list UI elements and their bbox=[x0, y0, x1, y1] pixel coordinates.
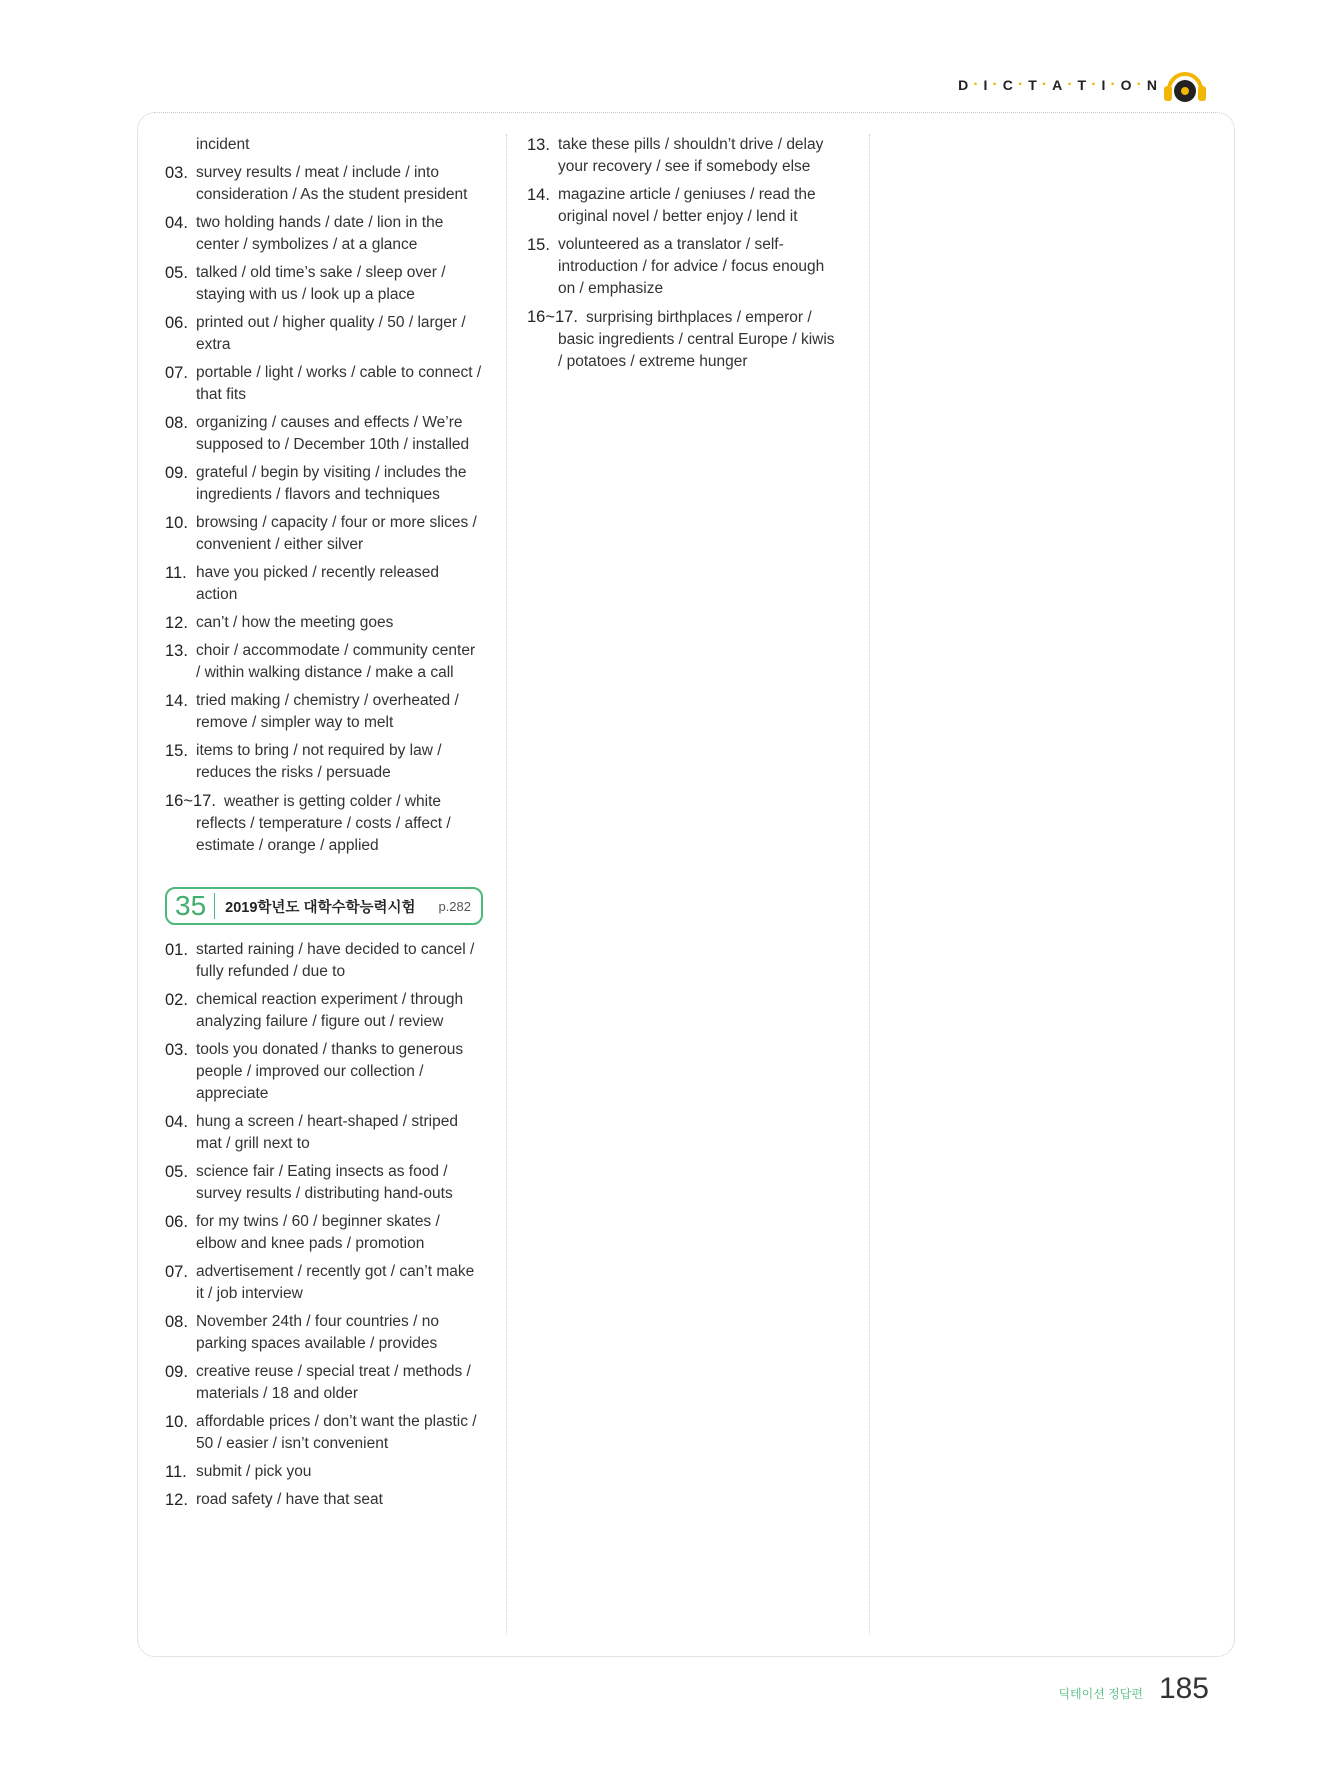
item-text: tried making / chemistry / overheated / remove / simpler way to melt bbox=[196, 692, 459, 731]
title-letter: D bbox=[958, 77, 969, 93]
answer-item bbox=[165, 690, 483, 734]
item-text: have you picked / recently released action bbox=[196, 564, 439, 603]
answer-item bbox=[165, 262, 483, 306]
answer-item bbox=[165, 562, 483, 606]
answer-item bbox=[165, 790, 483, 857]
item-number: 02. bbox=[165, 991, 188, 1009]
item-number: 05. bbox=[165, 264, 188, 282]
answer-item bbox=[165, 1111, 483, 1155]
answer-item bbox=[165, 1039, 483, 1105]
item-text: printed out / higher quality / 50 / larger / extra bbox=[196, 314, 466, 353]
column-divider bbox=[869, 134, 870, 1634]
title-letter: C bbox=[1002, 77, 1013, 93]
section-number: 35 bbox=[175, 893, 215, 919]
item-text: chemical reaction experiment / through analyzing failure / figure out / review bbox=[196, 991, 464, 1030]
answer-item bbox=[165, 1261, 483, 1305]
item-text: tools you donated / thanks to generous people / improved our collection / appreciate bbox=[196, 1041, 464, 1102]
item-text: incident bbox=[196, 136, 250, 153]
answer-item bbox=[165, 612, 483, 634]
section-page-ref: p.282 bbox=[438, 898, 471, 914]
item-text: two holding hands / date / lion in the center / symbolizes / at a glance bbox=[196, 214, 444, 253]
answer-item bbox=[527, 134, 843, 178]
answer-item bbox=[165, 312, 483, 356]
item-number: 15. bbox=[527, 236, 550, 254]
item-text: items to bring / not required by law / reduces the risks / persuade bbox=[196, 742, 442, 781]
item-text: advertisement / recently got / can’t make it / job interview bbox=[196, 1263, 475, 1302]
item-text: grateful / begin by visiting / includes the ingredients / flavors and techniques bbox=[196, 464, 467, 503]
item-text: for my twins / 60 / beginner skates / elbow and knee pads / promotion bbox=[196, 1213, 440, 1252]
item-number: 06. bbox=[165, 314, 188, 332]
title-letter: A bbox=[1052, 77, 1063, 93]
item-number: 12. bbox=[165, 614, 188, 632]
item-number: 08. bbox=[165, 414, 188, 432]
answer-item bbox=[165, 1411, 483, 1455]
item-number: 13. bbox=[527, 136, 550, 154]
answer-item bbox=[165, 1489, 483, 1511]
column-middle bbox=[527, 134, 843, 379]
dictation-header bbox=[958, 66, 1207, 104]
item-number: 09. bbox=[165, 1363, 188, 1381]
page-number: 185 bbox=[1158, 1672, 1209, 1705]
answer-item bbox=[165, 1461, 483, 1483]
headphone-icon bbox=[1163, 66, 1207, 104]
title-letter: I bbox=[1101, 77, 1106, 93]
item-number: 14. bbox=[527, 186, 550, 204]
item-text: science fair / Eating insects as food / survey results / distributing hand-outs bbox=[196, 1163, 453, 1202]
footer-label: 딕테이션 정답편 bbox=[1058, 1687, 1143, 1701]
answer-item bbox=[165, 212, 483, 256]
answer-item bbox=[527, 184, 843, 228]
item-number: 11. bbox=[165, 564, 187, 582]
answer-item bbox=[165, 740, 483, 784]
item-number: 13. bbox=[165, 642, 188, 660]
answer-item bbox=[527, 306, 843, 373]
title-letter: T bbox=[1077, 77, 1087, 93]
section-header-35 bbox=[165, 887, 483, 925]
dictation-title: D · I · C · T · A · T · I · O · N bbox=[958, 76, 1157, 93]
item-number: 12. bbox=[165, 1491, 188, 1509]
answer-item bbox=[165, 162, 483, 206]
answer-item bbox=[165, 1161, 483, 1205]
item-number: 07. bbox=[165, 364, 188, 382]
section-title: 2019학년도 대학수학능력시험 bbox=[225, 899, 416, 916]
item-number: 16~17. bbox=[165, 792, 216, 810]
item-text: magazine article / geniuses / read the original novel / better enjoy / lend it bbox=[558, 186, 816, 225]
item-text: survey results / meat / include / into consideration / As the student president bbox=[196, 164, 468, 203]
item-text: volunteered as a translator / self-introduction / for advice / focus enough on / emphasize bbox=[558, 236, 825, 297]
column-divider bbox=[506, 134, 507, 1634]
title-letter: O bbox=[1120, 77, 1132, 93]
item-text: road safety / have that seat bbox=[196, 1491, 383, 1508]
item-number: 14. bbox=[165, 692, 188, 710]
answer-item bbox=[527, 234, 843, 300]
answer-item bbox=[165, 640, 483, 684]
item-number: 15. bbox=[165, 742, 188, 760]
item-number: 04. bbox=[165, 214, 188, 232]
item-number: 09. bbox=[165, 464, 188, 482]
answer-item bbox=[165, 939, 483, 983]
page-footer bbox=[1058, 1672, 1209, 1706]
answer-item bbox=[165, 1361, 483, 1405]
answer-list-middle bbox=[527, 134, 843, 373]
item-text: take these pills / shouldn’t drive / delay your recovery / see if somebody else bbox=[558, 136, 824, 175]
item-text: affordable prices / don’t want the plastic / 50 / easier / isn’t convenient bbox=[196, 1413, 477, 1452]
answer-item bbox=[165, 1311, 483, 1355]
item-number: 05. bbox=[165, 1163, 188, 1181]
item-number: 06. bbox=[165, 1213, 188, 1231]
item-text: organizing / causes and effects / We’re supposed to / December 10th / installed bbox=[196, 414, 470, 453]
item-text: choir / accommodate / community center / within walking distance / make a call bbox=[196, 642, 476, 681]
title-letter: T bbox=[1028, 77, 1037, 93]
answer-item bbox=[165, 512, 483, 556]
item-number: 03. bbox=[165, 164, 188, 182]
item-text: weather is getting colder / white reflects / temperature / costs / affect / estimate / orange / applied bbox=[196, 793, 451, 854]
title-letter: I bbox=[983, 77, 988, 93]
item-number: 10. bbox=[165, 1413, 188, 1431]
item-text: surprising birthplaces / emperor / basic ingredients / central Europe / kiwis / potatoes / extreme hunger bbox=[558, 309, 835, 370]
item-text: November 24th / four countries / no parking spaces available / provides bbox=[196, 1313, 439, 1352]
item-text: creative reuse / special treat / methods / materials / 18 and older bbox=[196, 1363, 471, 1402]
item-text: portable / light / works / cable to connect / that fits bbox=[196, 364, 482, 403]
item-number: 04. bbox=[165, 1113, 188, 1131]
answer-list-bottom bbox=[165, 939, 483, 1511]
item-text: can’t / how the meeting goes bbox=[196, 614, 394, 631]
item-number: 08. bbox=[165, 1313, 188, 1331]
item-number: 07. bbox=[165, 1263, 188, 1281]
answer-item bbox=[165, 362, 483, 406]
item-number: 10. bbox=[165, 514, 188, 532]
answer-item bbox=[165, 989, 483, 1033]
item-number: 01. bbox=[165, 941, 188, 959]
item-text: hung a screen / heart-shaped / striped mat / grill next to bbox=[196, 1113, 458, 1152]
column-left bbox=[165, 134, 483, 1517]
item-number: 03. bbox=[165, 1041, 188, 1059]
title-letter: N bbox=[1146, 77, 1157, 93]
item-number: 11. bbox=[165, 1463, 187, 1481]
item-text: submit / pick you bbox=[196, 1463, 312, 1480]
item-number: 16~17. bbox=[527, 308, 578, 326]
item-text: talked / old time’s sake / sleep over / staying with us / look up a place bbox=[196, 264, 446, 303]
item-text: started raining / have decided to cancel / fully refunded / due to bbox=[196, 941, 475, 980]
answer-item bbox=[165, 1211, 483, 1255]
answer-item bbox=[165, 462, 483, 506]
answer-item bbox=[165, 412, 483, 456]
answer-list-top bbox=[165, 134, 483, 857]
item-text: browsing / capacity / four or more slices / convenient / either silver bbox=[196, 514, 477, 553]
answer-item bbox=[165, 134, 483, 156]
